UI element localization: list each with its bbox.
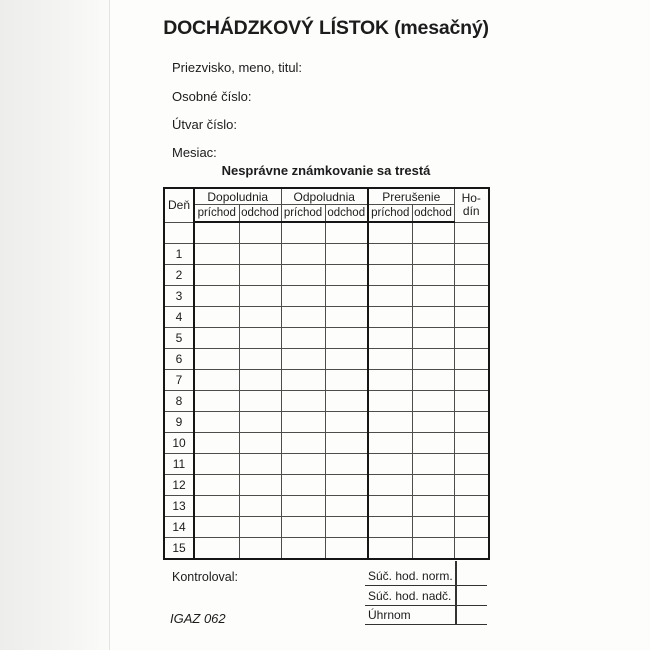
day-number-cell: 2 <box>164 265 194 286</box>
hours-cell <box>454 265 489 286</box>
entry-cell <box>239 370 281 391</box>
entry-cell <box>194 496 239 517</box>
entry-cell <box>281 307 325 328</box>
field-label-month: Mesiac: <box>172 145 217 160</box>
col-header-morning-departure: odchod <box>239 205 281 223</box>
entry-cell <box>281 433 325 454</box>
day-number-cell: 13 <box>164 496 194 517</box>
entry-cell <box>412 496 454 517</box>
entry-cell <box>239 307 281 328</box>
hours-cell <box>454 370 489 391</box>
entry-cell <box>325 454 368 475</box>
col-header-afternoon-arrival: príchod <box>281 205 325 223</box>
day-row <box>164 370 489 391</box>
entry-cell <box>281 370 325 391</box>
entry-cell <box>194 538 239 560</box>
summary-label-overtime-hours: Súč. hod. nadč. <box>368 589 452 603</box>
col-header-break-arrival: príchod <box>368 205 412 223</box>
entry-cell <box>239 349 281 370</box>
entry-cell <box>325 538 368 560</box>
hours-cell <box>454 454 489 475</box>
day-row <box>164 538 489 560</box>
entry-cell <box>281 391 325 412</box>
entry-cell <box>325 475 368 496</box>
entry-cell <box>281 265 325 286</box>
entry-cell <box>281 454 325 475</box>
entry-cell <box>412 244 454 265</box>
entry-cell <box>325 328 368 349</box>
page-title: DOCHÁDZKOVÝ LÍSTOK (mesačný) <box>163 17 489 39</box>
col-header-day: Deň <box>164 188 194 222</box>
day-number-cell: 8 <box>164 391 194 412</box>
col-header-hours: Ho- dín <box>454 188 489 222</box>
entry-cell <box>239 517 281 538</box>
entry-cell <box>412 538 454 560</box>
day-row <box>164 349 489 370</box>
entry-cell <box>325 265 368 286</box>
attendance-table <box>163 187 490 560</box>
day-row <box>164 286 489 307</box>
attendance-table-body <box>164 222 489 559</box>
summary-box <box>365 561 487 625</box>
entry-cell <box>281 328 325 349</box>
sub-header-row <box>164 205 489 223</box>
hours-cell <box>454 349 489 370</box>
entry-cell <box>239 454 281 475</box>
entry-cell <box>194 412 239 433</box>
hours-cell <box>454 391 489 412</box>
entry-cell <box>368 454 412 475</box>
hours-cell <box>454 517 489 538</box>
entry-cell <box>368 517 412 538</box>
day-number-cell: 10 <box>164 433 194 454</box>
summary-row-overtime-hours <box>365 586 487 606</box>
entry-cell <box>412 433 454 454</box>
day-row <box>164 496 489 517</box>
entry-cell <box>325 307 368 328</box>
entry-cell <box>194 222 239 244</box>
entry-cell <box>239 538 281 560</box>
entry-cell <box>194 454 239 475</box>
entry-cell <box>368 286 412 307</box>
entry-cell <box>412 454 454 475</box>
col-header-morning-arrival: príchod <box>194 205 239 223</box>
field-label-department-number: Útvar číslo: <box>172 117 238 132</box>
hours-cell <box>454 496 489 517</box>
day-number-cell: 6 <box>164 349 194 370</box>
summary-row-total <box>365 606 487 625</box>
entry-cell <box>239 412 281 433</box>
spacer-row <box>164 222 489 244</box>
entry-cell <box>412 391 454 412</box>
entry-cell <box>281 517 325 538</box>
day-row <box>164 475 489 496</box>
entry-cell <box>281 412 325 433</box>
hours-cell <box>454 412 489 433</box>
day-row <box>164 433 489 454</box>
entry-cell <box>239 286 281 307</box>
day-number-cell: 4 <box>164 307 194 328</box>
hours-cell <box>454 475 489 496</box>
day-row <box>164 517 489 538</box>
entry-cell <box>412 222 454 244</box>
entry-cell <box>239 265 281 286</box>
col-header-break: Prerušenie <box>368 188 454 205</box>
entry-cell <box>239 433 281 454</box>
field-label-name: Priezvisko, meno, titul: <box>172 60 303 75</box>
entry-cell <box>412 265 454 286</box>
entry-cell <box>239 244 281 265</box>
entry-cell <box>281 286 325 307</box>
day-number-cell: 12 <box>164 475 194 496</box>
day-number-cell: 5 <box>164 328 194 349</box>
entry-cell <box>368 433 412 454</box>
entry-cell <box>412 286 454 307</box>
hours-cell <box>454 433 489 454</box>
summary-label-total: Úhrnom <box>368 608 411 622</box>
entry-cell <box>281 538 325 560</box>
hours-cell <box>454 538 489 560</box>
entry-cell <box>239 328 281 349</box>
entry-cell <box>368 265 412 286</box>
col-header-break-departure: odchod <box>412 205 454 223</box>
day-number-cell: 15 <box>164 538 194 560</box>
day-row <box>164 412 489 433</box>
day-number-cell: 1 <box>164 244 194 265</box>
kontroloval-label: Kontroloval: <box>172 570 239 584</box>
entry-cell <box>325 349 368 370</box>
entry-cell <box>412 328 454 349</box>
entry-cell <box>368 412 412 433</box>
entry-cell <box>325 496 368 517</box>
entry-cell <box>368 222 412 244</box>
entry-cell <box>281 496 325 517</box>
entry-cell <box>194 349 239 370</box>
day-number-cell: 14 <box>164 517 194 538</box>
entry-cell <box>194 244 239 265</box>
warning-text: Nesprávne známkovanie sa trestá <box>221 163 431 178</box>
col-header-afternoon: Odpoludnia <box>281 188 368 205</box>
day-row <box>164 265 489 286</box>
entry-cell <box>281 222 325 244</box>
entry-cell <box>412 349 454 370</box>
entry-cell <box>239 496 281 517</box>
hours-cell <box>454 328 489 349</box>
entry-cell <box>368 496 412 517</box>
day-row <box>164 391 489 412</box>
day-number-cell: 7 <box>164 370 194 391</box>
entry-cell <box>194 265 239 286</box>
entry-cell <box>368 370 412 391</box>
entry-cell <box>281 349 325 370</box>
entry-cell <box>368 538 412 560</box>
col-header-morning: Dopoludnia <box>194 188 281 205</box>
entry-cell <box>412 370 454 391</box>
entry-cell <box>194 307 239 328</box>
hours-cell <box>454 307 489 328</box>
entry-cell <box>325 222 368 244</box>
entry-cell <box>194 475 239 496</box>
form-code: IGAZ 062 <box>170 611 226 626</box>
entry-cell <box>281 475 325 496</box>
day-number-cell <box>164 222 194 244</box>
summary-row-normal-hours <box>365 561 487 586</box>
entry-cell <box>412 517 454 538</box>
entry-cell <box>194 391 239 412</box>
entry-cell <box>368 475 412 496</box>
entry-cell <box>368 244 412 265</box>
entry-cell <box>239 475 281 496</box>
entry-cell <box>194 370 239 391</box>
entry-cell <box>412 412 454 433</box>
entry-cell <box>368 328 412 349</box>
entry-cell <box>194 286 239 307</box>
entry-cell <box>194 517 239 538</box>
day-row <box>164 328 489 349</box>
entry-cell <box>194 328 239 349</box>
entry-cell <box>368 391 412 412</box>
entry-cell <box>325 370 368 391</box>
entry-cell <box>325 517 368 538</box>
group-header-row <box>164 188 489 205</box>
summary-value-divider <box>455 561 457 625</box>
hours-cell <box>454 222 489 244</box>
entry-cell <box>325 244 368 265</box>
entry-cell <box>325 433 368 454</box>
entry-cell <box>239 222 281 244</box>
entry-cell <box>325 286 368 307</box>
day-number-cell: 11 <box>164 454 194 475</box>
entry-cell <box>325 391 368 412</box>
summary-label-normal-hours: Súč. hod. norm. <box>368 569 453 583</box>
day-row <box>164 244 489 265</box>
entry-cell <box>194 433 239 454</box>
entry-cell <box>412 475 454 496</box>
entry-cell <box>239 391 281 412</box>
entry-cell <box>325 412 368 433</box>
field-label-personal-number: Osobné číslo: <box>172 89 252 104</box>
day-number-cell: 9 <box>164 412 194 433</box>
hours-cell <box>454 244 489 265</box>
col-header-afternoon-departure: odchod <box>325 205 368 223</box>
day-row <box>164 454 489 475</box>
entry-cell <box>368 307 412 328</box>
entry-cell <box>412 307 454 328</box>
entry-cell <box>281 244 325 265</box>
day-row <box>164 307 489 328</box>
day-number-cell: 3 <box>164 286 194 307</box>
hours-cell <box>454 286 489 307</box>
entry-cell <box>368 349 412 370</box>
